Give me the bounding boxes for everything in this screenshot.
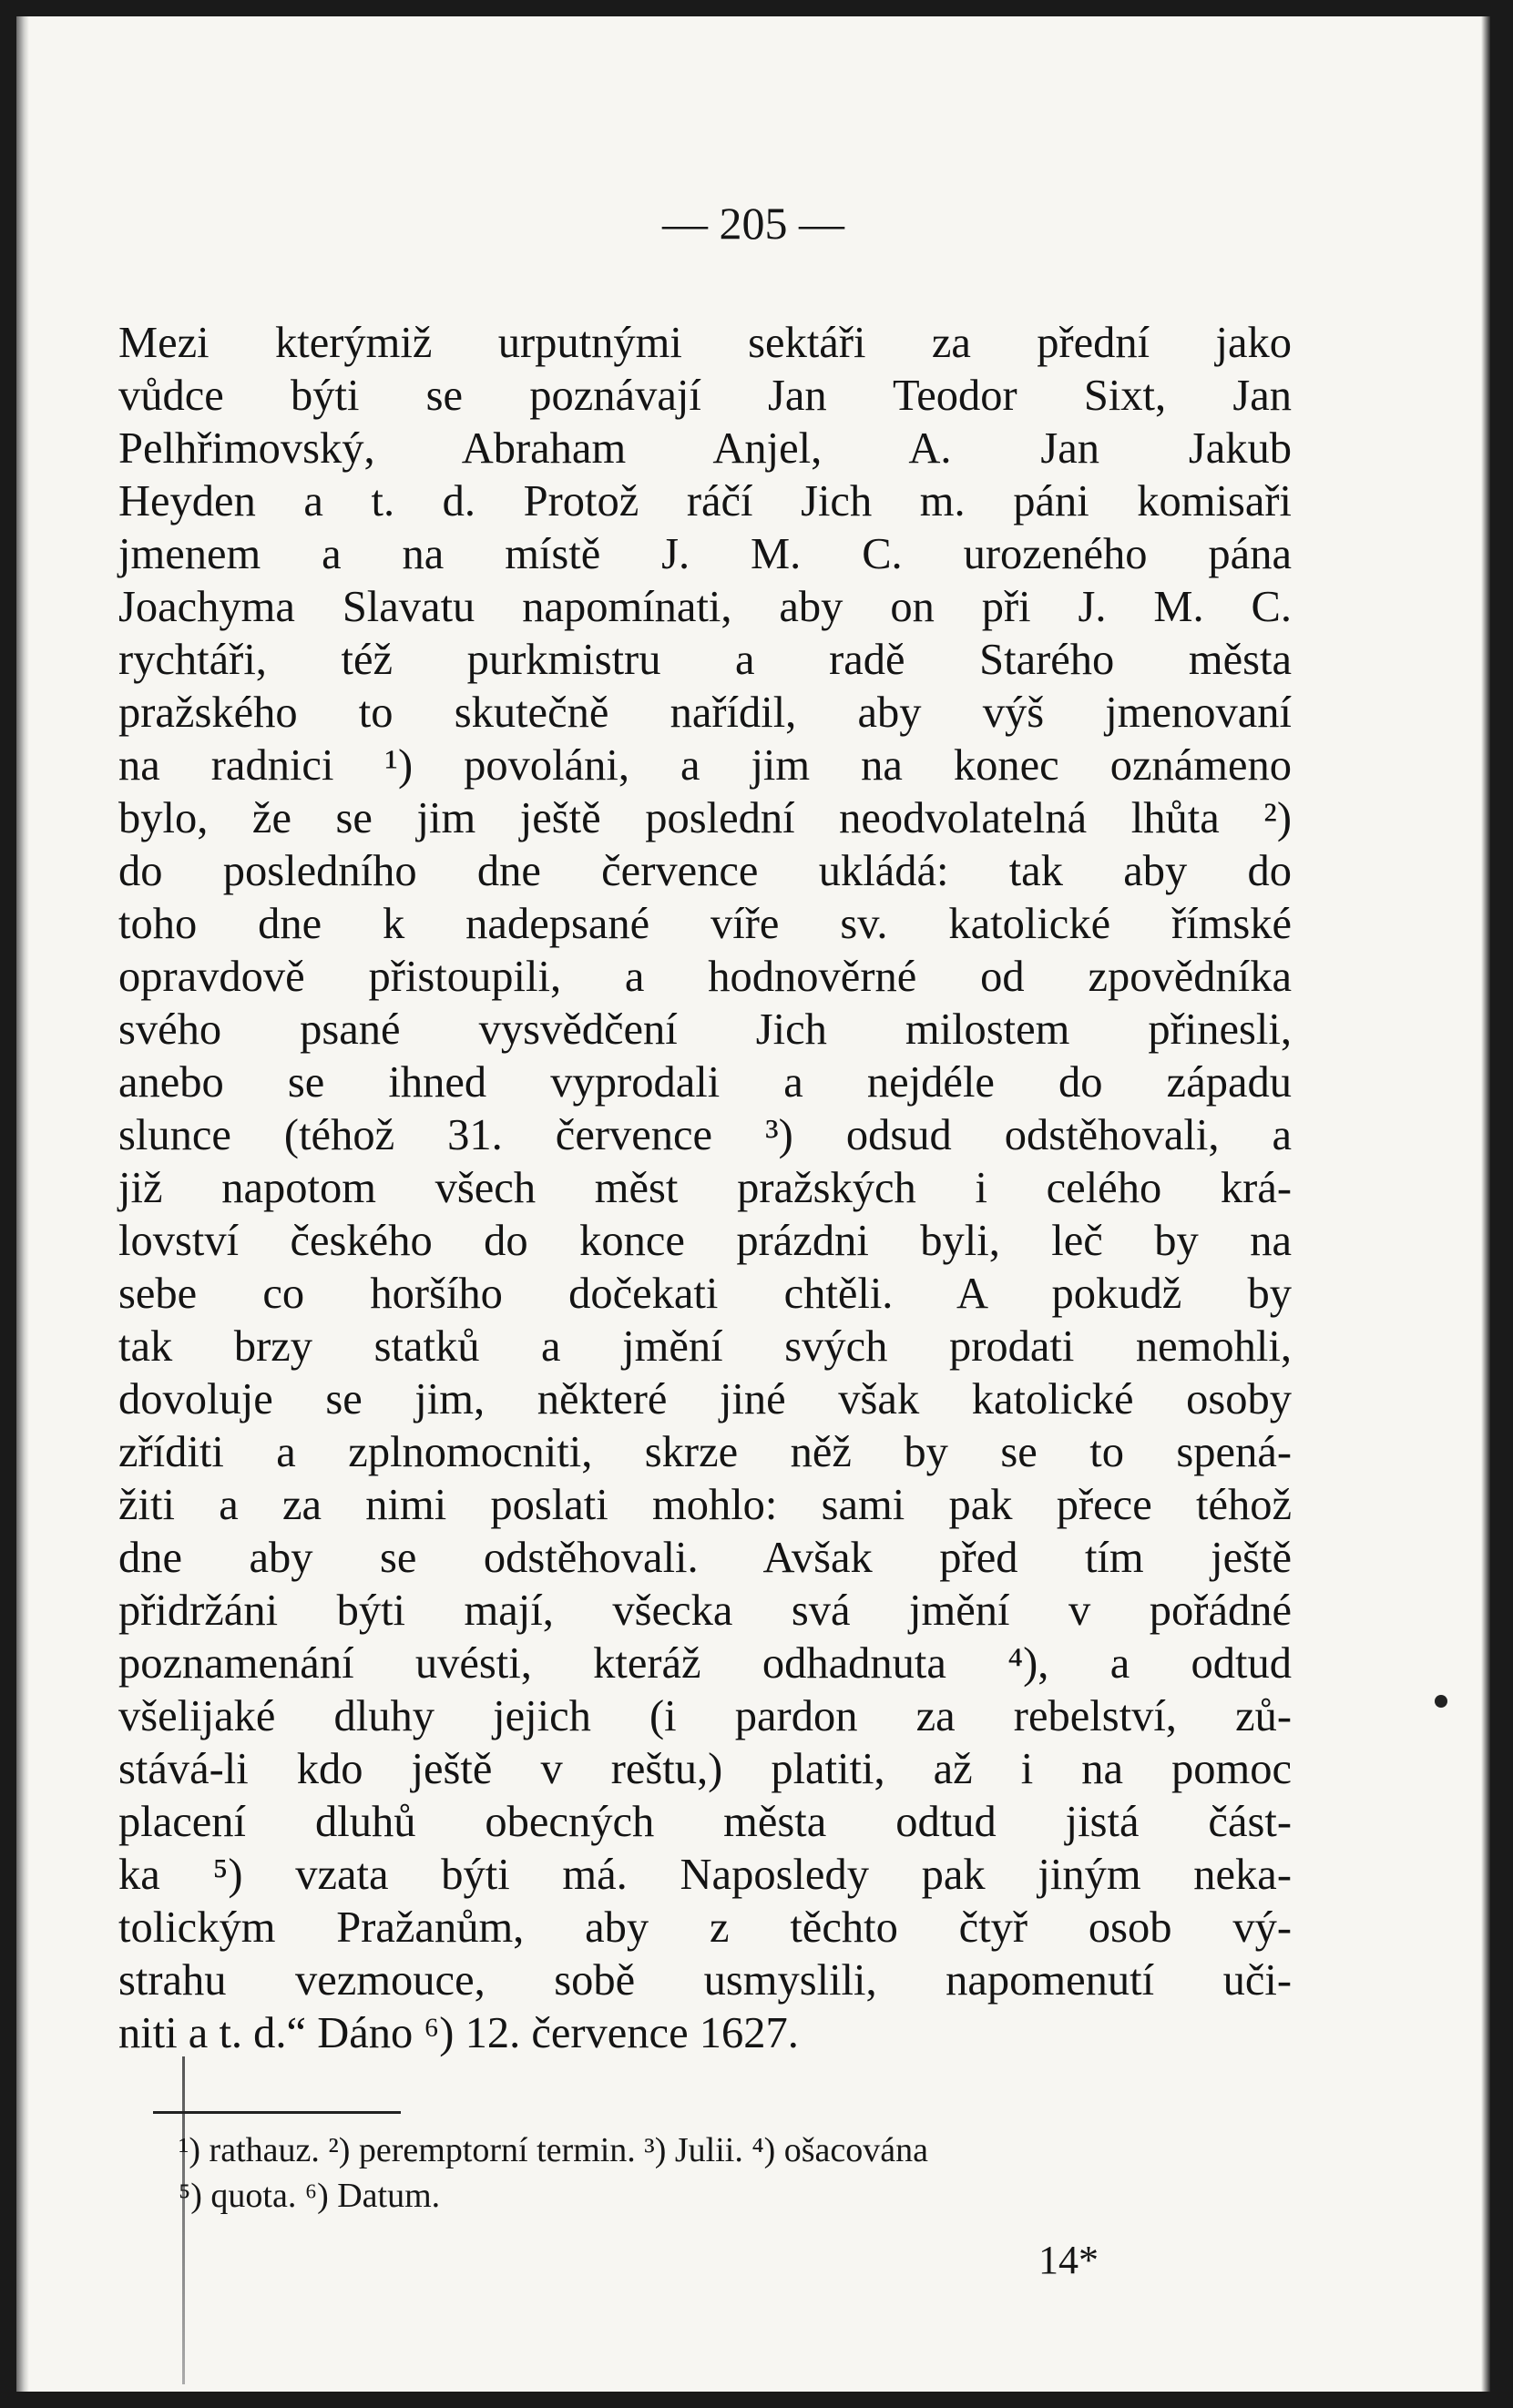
footnote-line: ¹) rathauz. ²) peremptorní termin. ³) Julii. ⁴) ošacována: [179, 2131, 928, 2169]
text-line: toho dne k nadepsané víře sv. katolické římské: [118, 900, 1292, 948]
text-line: svého psané vysvědčení Jich milostem přinesli,: [118, 1005, 1292, 1054]
footnote-divider: [153, 2111, 401, 2114]
text-line: Heyden a t. d. Protož ráčí Jich m. páni komisaři: [118, 477, 1292, 525]
text-line: stává-li kdo ještě v reštu,) platiti, až i na pomoc: [118, 1745, 1292, 1793]
text-line: bylo, že se jim ještě poslední neodvolatelná lhůta ²): [118, 794, 1292, 842]
text-line: Pelhřimovský, Abraham Anjel, A. Jan Jakub: [118, 424, 1292, 473]
body-text: [118, 317, 1292, 2060]
footnotes: [179, 2127, 1308, 2219]
text-line: slunce (téhož 31. července ³) odsud odstěhovali, a: [118, 1111, 1292, 1159]
text-line: žiti a za nimi poslati mohlo: sami pak přece téhož: [118, 1481, 1292, 1529]
text-line: tak brzy statků a jmění svých prodati nemohli,: [118, 1322, 1292, 1371]
text-line: sebe co horšího dočekati chtěli. A pokudž by: [118, 1270, 1292, 1318]
binding-thread: [182, 2056, 185, 2384]
page-edge-shadow: [1481, 16, 1490, 2392]
text-line-last: niti a t. d.“ Dáno ⁶) 12. července 1627.: [118, 2009, 799, 2057]
page-gutter-shadow: [16, 16, 29, 2392]
book-page: [16, 16, 1490, 2392]
text-line: dne aby se odstěhovali. Avšak před tím ještě: [118, 1534, 1292, 1582]
text-line: na radnici ¹) povoláni, a jim na konec oznámeno: [118, 741, 1292, 790]
text-line: anebo se ihned vyprodali a nejdéle do západu: [118, 1058, 1292, 1107]
text-line: opravdově přistoupili, a hodnověrné od zpovědníka: [118, 953, 1292, 1001]
text-line: rychtáři, též purkmistru a radě Starého města: [118, 636, 1292, 684]
text-line: všelijaké dluhy jejich (i pardon za rebelství, zů-: [118, 1692, 1292, 1740]
text-line: poznamenání uvésti, kteráž odhadnuta ⁴), a odtud: [118, 1639, 1292, 1688]
text-line: ka ⁵) vzata býti má. Naposledy pak jiným neka-: [118, 1851, 1292, 1899]
text-line: strahu vezmouce, sobě usmyslili, napomenutí uči-: [118, 1956, 1292, 2005]
footnote-line: ⁵) quota. ⁶) Datum.: [179, 2177, 441, 2215]
text-line: lovství českého do konce prázdni byli, leč by na: [118, 1217, 1292, 1265]
text-line: vůdce býti se poznávají Jan Teodor Sixt, Jan: [118, 372, 1292, 420]
text-line: tolickým Pražanům, aby z těchto čtyř osob vý-: [118, 1903, 1292, 1952]
text-line: jmenem a na místě J. M. C. urozeného pána: [118, 530, 1292, 578]
printer-signature-mark: 14*: [1038, 2238, 1099, 2282]
text-line: placení dluhů obecných města odtud jistá část-: [118, 1798, 1292, 1846]
text-line: zříditi a zplnomocniti, skrze něž by se to spená-: [118, 1428, 1292, 1476]
page-number: — 205 —: [662, 198, 844, 249]
text-line: do posledního dne července ukládá: tak aby do: [118, 847, 1292, 895]
text-line: pražského to skutečně nařídil, aby výš jmenovaní: [118, 689, 1292, 737]
text-line: dovoluje se jim, některé jiné však katolické osoby: [118, 1375, 1292, 1423]
text-line: přidržáni býti mají, všecka svá jmění v pořádné: [118, 1587, 1292, 1635]
ink-dot: [1435, 1695, 1447, 1708]
text-line: Joachyma Slavatu napomínati, aby on při J. M. C.: [118, 583, 1292, 631]
text-line: Mezi kterýmiž urputnými sektáři za přední jako: [118, 319, 1292, 367]
text-line: již napotom všech měst pražských i celého krá-: [118, 1164, 1292, 1212]
